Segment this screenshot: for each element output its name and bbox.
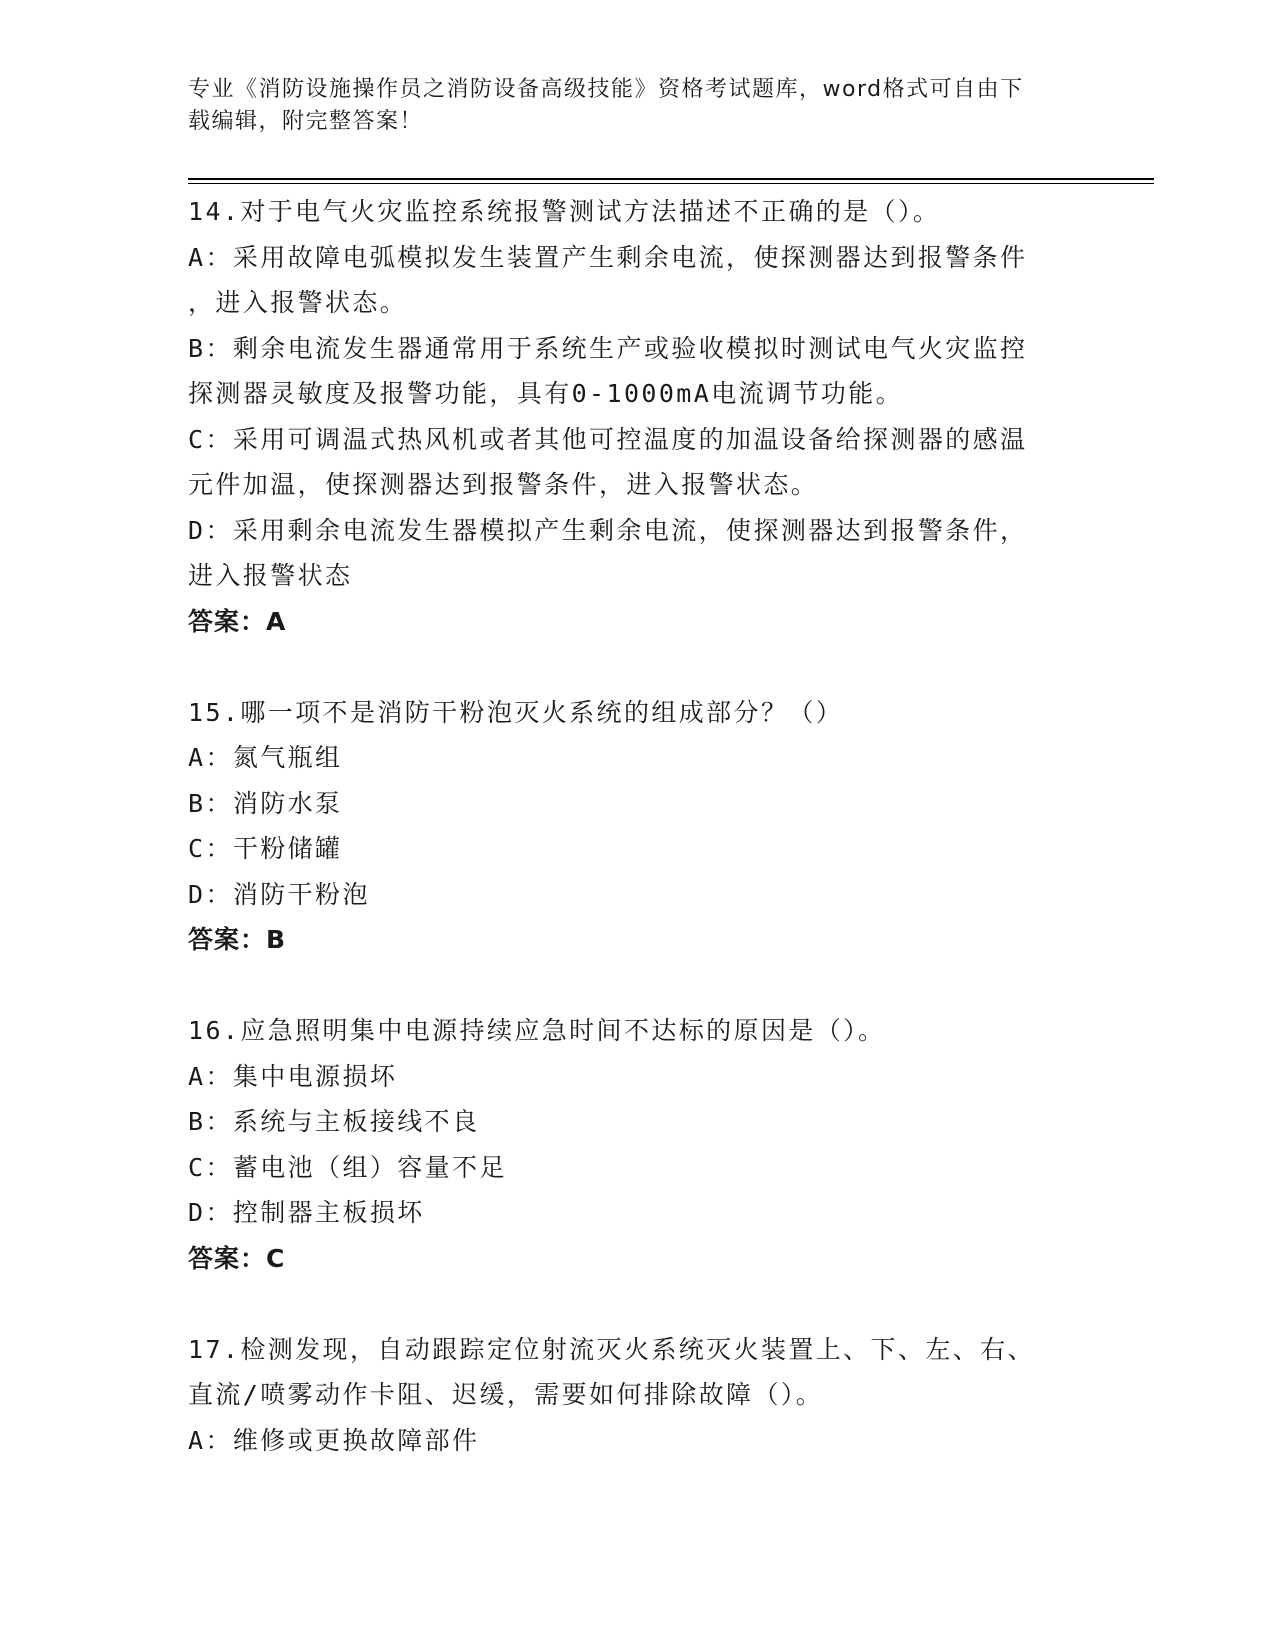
question-14-option-a: A：采用故障电弧模拟发生装置产生剩余电流，使探测器达到报警条件 xyxy=(188,242,1028,272)
question-15-stem: 15.哪一项不是消防干粉泡灭火系统的组成部分？（） xyxy=(188,697,844,727)
question-16-option-c: C：蓄电池（组）容量不足 xyxy=(188,1152,507,1182)
question-17-stem: 17.检测发现，自动跟踪定位射流灭火系统灭火装置上、下、左、右、 xyxy=(188,1334,1035,1364)
question-15-answer: 答案：B xyxy=(188,925,287,954)
question-17-stem-cont: 直流/喷雾动作卡阻、迟缓，需要如何排除故障（）。 xyxy=(188,1380,824,1409)
question-list xyxy=(188,189,1088,1463)
spacer xyxy=(188,1281,1088,1327)
question-14-option-b-cont: 探测器灵敏度及报警功能，具有0-1000mA电流调节功能。 xyxy=(188,379,904,408)
question-14-option-d: D：采用剩余电流发生器模拟产生剩余电流，使探测器达到报警条件， xyxy=(188,515,1028,545)
header-line-2: 载编辑，附完整答案！ xyxy=(188,109,424,134)
question-14-option-c-cont: 元件加温，使探测器达到报警条件，进入报警状态。 xyxy=(188,470,819,499)
header-divider-thick xyxy=(188,178,1154,180)
document-header-note xyxy=(188,74,1068,138)
question-16-option-b: B：系统与主板接线不良 xyxy=(188,1107,480,1136)
question-17 xyxy=(188,1327,1088,1464)
question-16-option-a: A：集中电源损坏 xyxy=(188,1061,398,1091)
question-14-option-c: C：采用可调温式热风机或者其他可控温度的加温设备给探测器的感温 xyxy=(188,424,1028,454)
question-16-answer: 答案：C xyxy=(188,1243,286,1273)
spacer xyxy=(188,963,1088,1009)
header-line-1: 专业《消防设施操作员之消防设备高级技能》资格考试题库，word格式可自由下 xyxy=(188,77,1024,102)
header-divider-thin xyxy=(188,183,1154,184)
question-14-stem: 14.对于电气火灾监控系统报警测试方法描述不正确的是（）。 xyxy=(188,197,941,226)
question-15-option-a: A：氮气瓶组 xyxy=(188,743,343,772)
question-15-option-c: C：干粉储罐 xyxy=(188,834,343,863)
spacer xyxy=(188,644,1088,690)
question-14-option-d-cont: 进入报警状态 xyxy=(188,561,353,590)
question-14 xyxy=(188,189,1088,644)
question-15-option-d: D：消防干粉泡 xyxy=(188,879,370,909)
question-16-stem: 16.应急照明集中电源持续应急时间不达标的原因是（）。 xyxy=(188,1016,886,1045)
question-15 xyxy=(188,690,1088,963)
question-16 xyxy=(188,1008,1088,1281)
question-17-option-a: A：维修或更换故障部件 xyxy=(188,1425,480,1455)
question-14-answer: 答案：A xyxy=(188,606,287,636)
question-14-option-a-cont: ，进入报警状态。 xyxy=(188,288,408,317)
question-16-option-d: D：控制器主板损坏 xyxy=(188,1198,425,1227)
question-15-option-b: B：消防水泵 xyxy=(188,788,343,818)
question-14-option-b: B：剩余电流发生器通常用于系统生产或验收模拟时测试电气火灾监控 xyxy=(188,333,1028,363)
